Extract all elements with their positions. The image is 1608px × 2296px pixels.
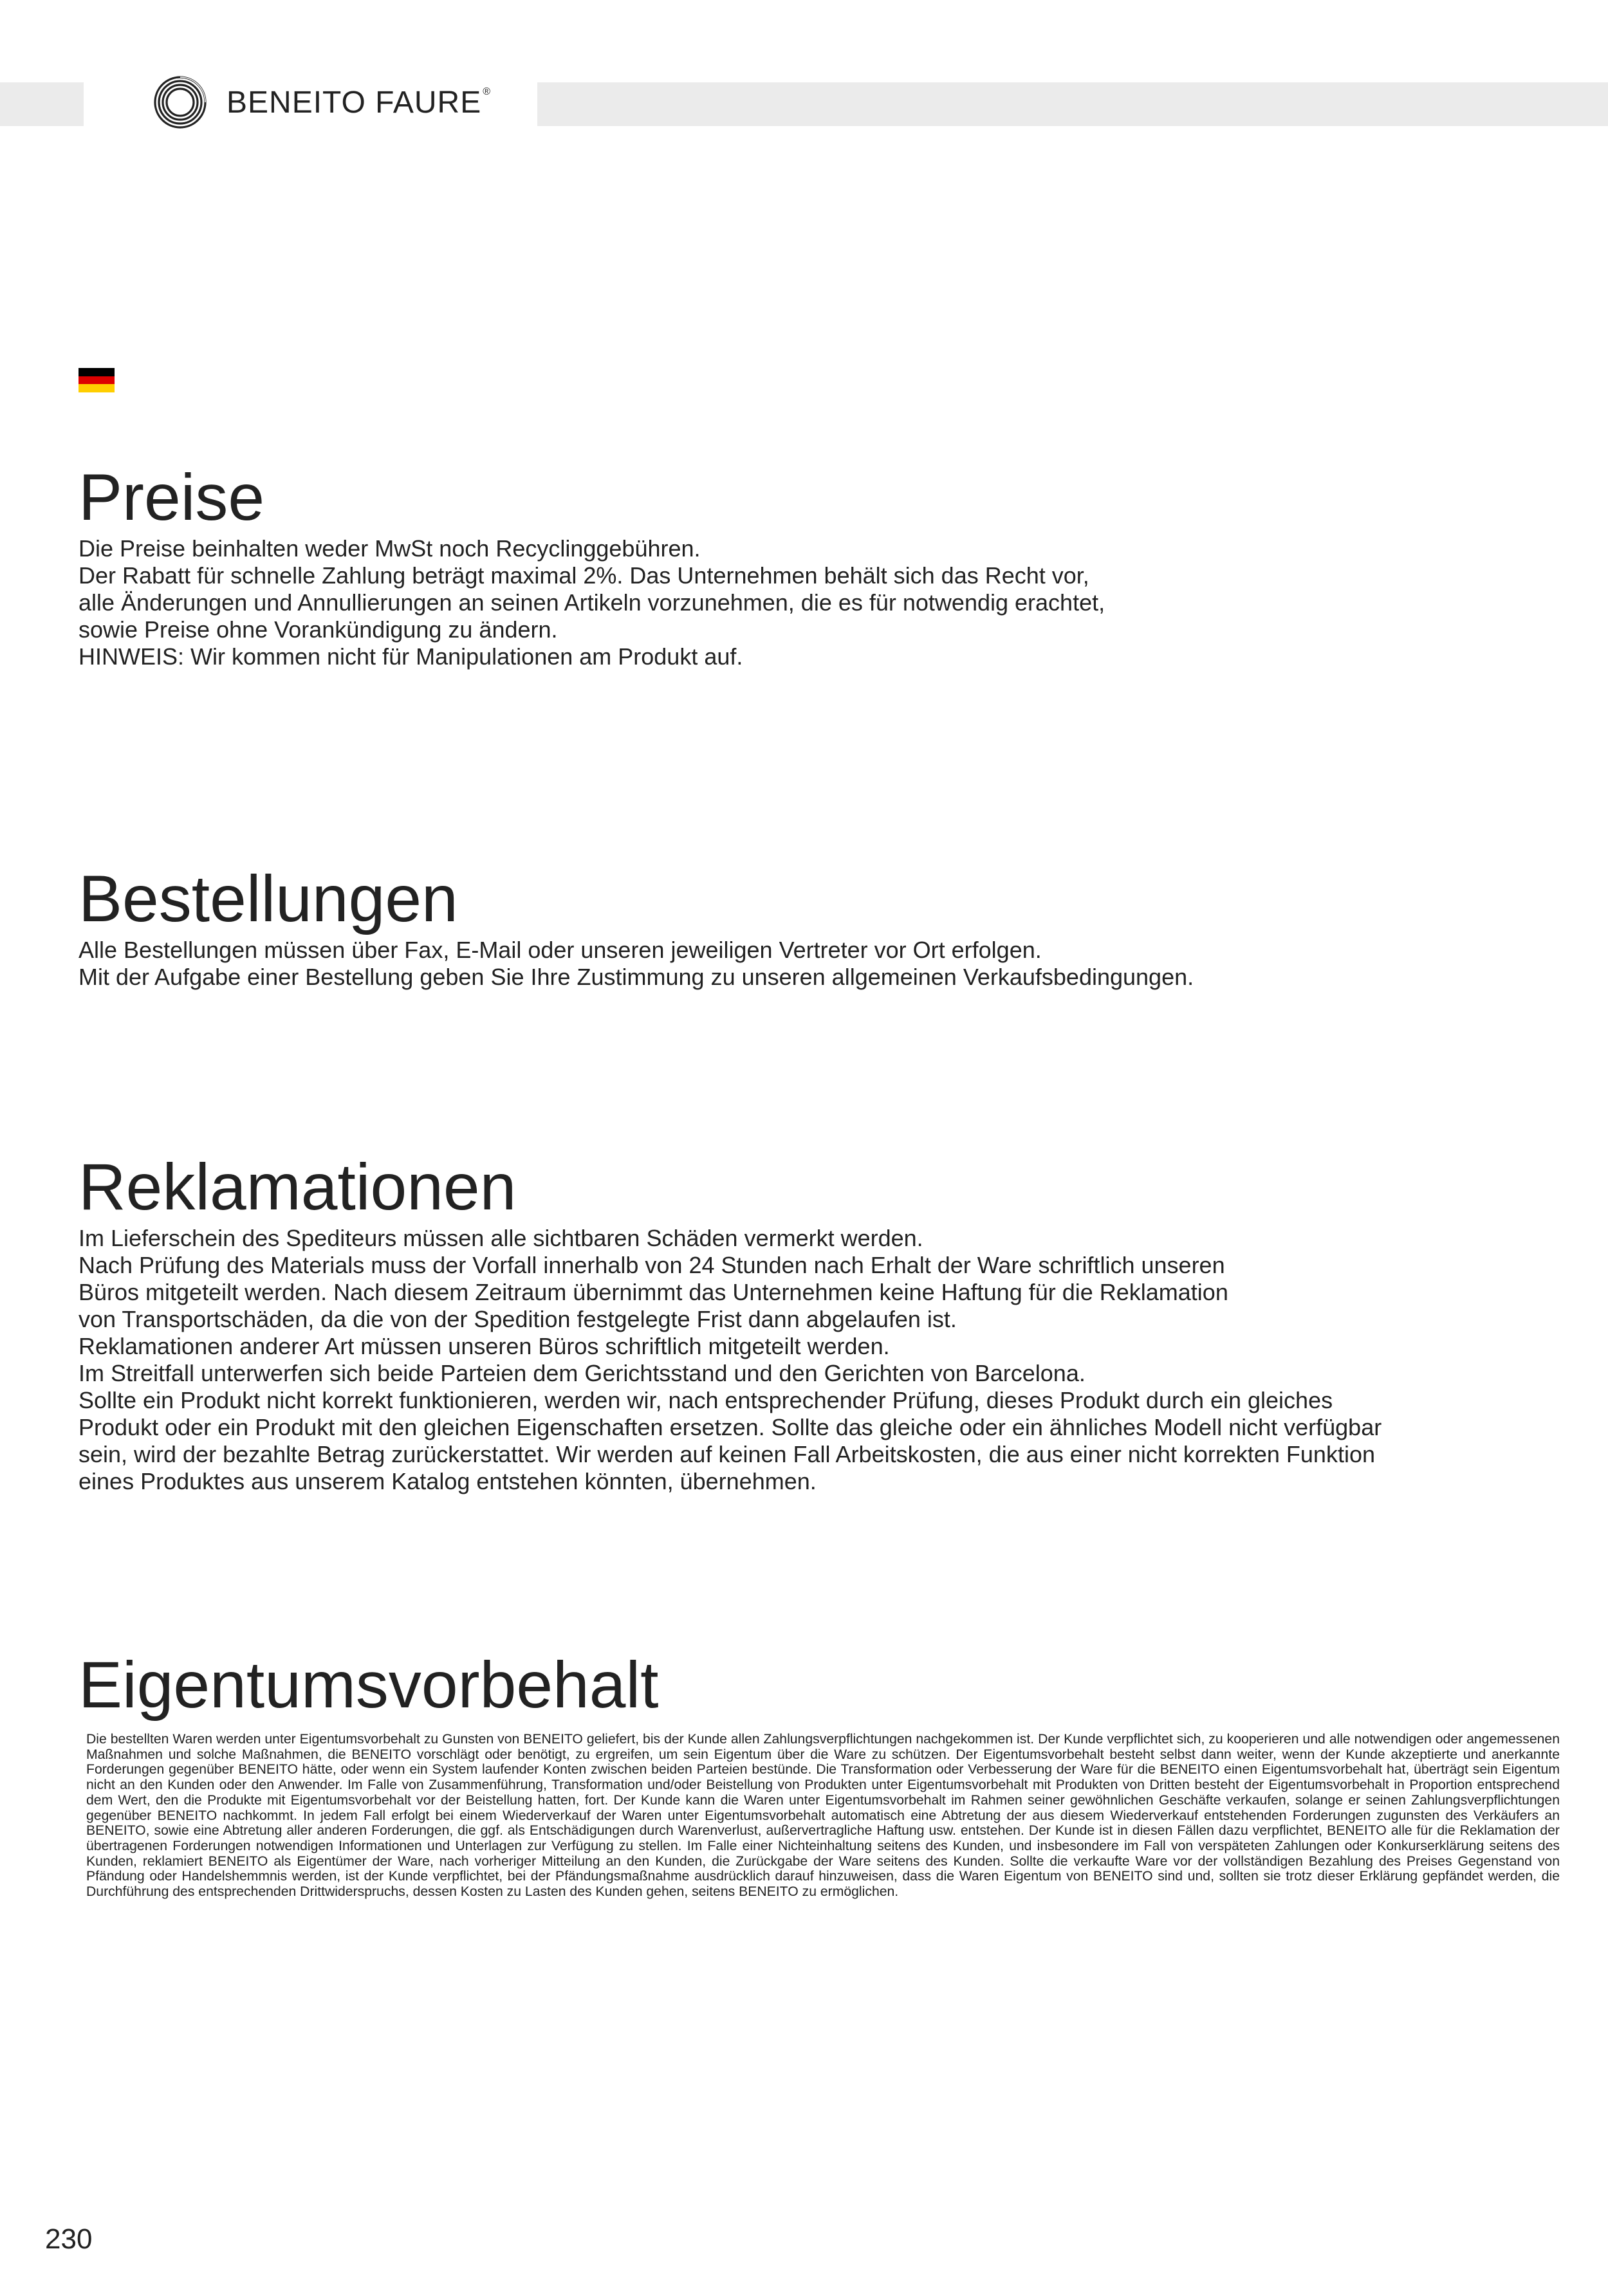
brand-logo xyxy=(153,73,491,131)
section-body-preise xyxy=(79,535,1105,670)
text-line: Die Preise beinhalten weder MwSt noch Recyclinggebühren. xyxy=(79,535,701,562)
section-title-eigentumsvorbehalt: Eigentumsvorbehalt xyxy=(79,1648,659,1722)
text-line: Im Streitfall unterwerfen sich beide Parteien dem Gerichtsstand und den Gerichten von Barcelona. xyxy=(79,1360,1086,1386)
section-body-reklamationen xyxy=(79,1225,1382,1495)
section-title-bestellungen: Bestellungen xyxy=(79,862,458,935)
text-line: Sollte ein Produkt nicht korrekt funktionieren, werden wir, nach entsprechender Prüfung, dieses Produkt durch ein gleiches xyxy=(79,1387,1333,1413)
text-line: alle Änderungen und Annullierungen an seinen Artikeln vorzunehmen, die es für notwendig erachtet, xyxy=(79,589,1105,616)
registered-mark: ® xyxy=(483,86,491,97)
header-bar-right xyxy=(537,82,1608,126)
brand-name: BENEITO FAURE ® xyxy=(226,85,491,120)
concentric-circles-logo-icon xyxy=(153,75,207,129)
text-line: HINWEIS: Wir kommen nicht für Manipulationen am Produkt auf. xyxy=(79,643,743,670)
text-line: Büros mitgeteilt werden. Nach diesem Zeitraum übernimmt das Unternehmen keine Haftung für die Reklamation xyxy=(79,1279,1228,1305)
text-line: Produkt oder ein Produkt mit den gleichen Eigenschaften ersetzen. Sollte das gleiche oder ein ähnliches Modell nicht verfügbar xyxy=(79,1414,1382,1440)
text-line: Nach Prüfung des Materials muss der Vorfall innerhalb von 24 Stunden nach Erhalt der Ware schriftlich unseren xyxy=(79,1252,1225,1278)
text-line: von Transportschäden, da die von der Spedition festgelegte Frist dann abgelaufen ist. xyxy=(79,1306,957,1332)
text-line: Reklamationen anderer Art müssen unseren Büros schriftlich mitgeteilt werden. xyxy=(79,1333,890,1359)
section-body-bestellungen xyxy=(79,937,1194,991)
section-bestellungen xyxy=(79,862,1194,991)
german-flag-icon xyxy=(79,368,115,392)
text-line: Im Lieferschein des Spediteurs müssen alle sichtbaren Schäden vermerkt werden. xyxy=(79,1225,923,1251)
text-line: Alle Bestellungen müssen über Fax, E-Mail oder unseren jeweiligen Vertreter vor Ort erfolgen. xyxy=(79,937,1042,963)
text-line: Mit der Aufgabe einer Bestellung geben Sie Ihre Zustimmung zu unseren allgemeinen Verkaufsbedingungen. xyxy=(79,964,1194,990)
section-reklamationen xyxy=(79,1150,1382,1495)
text-line: sowie Preise ohne Vorankündigung zu ändern. xyxy=(79,616,558,643)
section-preise xyxy=(79,461,1105,670)
section-body-eigentumsvorbehalt: Die bestellten Waren werden unter Eigentumsvorbehalt zu Gunsten von BENEITO geliefert, bis der Kunde allen Zahlungsverpflichtungen nachgekommen ist. Der Kunde verpflichtet sich, zu kooperieren und alle notwendigen oder angemessenen Maßnahmen und solche Maßnahmen, die BENEITO vorschlägt oder benötigt, zu ergreifen, um sein Eigentum über die Ware zu schützen. Der Eigentumsvorbehalt besteht selbst dann weiter, wenn der Kunde akzeptierte und anerkannte Forderungen gegenüber BENEITO hätte, oder wenn ein System laufender Konten zwischen beiden Parteien bestünde. Die Transformation oder Verbesserung der Ware für die BENEITO einen Eigentumsvorbehalt hat, überträgt sein Eigentum nicht an den Kunden oder den Anwender. Im Falle von Zusammenführung, Transformation und/oder Beistellung von Produkten unter Eigentumsvorbehalt mit Produkten von Dritten besteht der Eigentumsvorbehalt in Proportion entsprechend dem Wert, den die Produkte mit Eigentumsvorbehalt vor der Beistellung hatten, fort. Der Kunde kann die Waren unter Eigentumsvorbehalt im Rahmen seiner gewöhnlichen Geschäfte verkaufen, solange er seinen Zahlungsverpflichtungen gegenüber BENEITO nachkommt. In jedem Fall erfolgt bei einem Wiederverkauf der Waren unter Eigentumsvorbehalt automatisch eine Abtretung der aus diesem Wiederverkauf entstehenden Forderungen zugunsten des Verkäufers an BENEITO, sowie eine Abtretung aller anderen Forderungen, die ggf. als Entschädigungen durch Warenverlust, außervertragliche Haftung usw. entstehen. Der Kunde ist in diesen Fällen dazu verpflichtet, BENEITO alle für die Reklamation der übertragenen Forderungen notwendigen Informationen und Unterlagen zur Verfügung zu stellen. Im Falle einer Nichteinhaltung seitens des Kunden, und insbesondere im Fall von verspäteten Zahlungen oder Konkurserklärung seitens des Kunden, reklamiert BENEITO als Eigentümer der Ware, nach vorheriger Mitteilung an den Kunden, die Zurückgabe der Ware seitens des Kunden. Sollte die verkaufte Ware vor der vollständigen Bezahlung des Preises Gegenstand von Pfändung oder Handelshemmnis werden, ist der Kunde verpflichtet, bei der Pfändungsmaßnahme ausdrücklich darauf hinzuweisen, dass die Waren Eigentum von BENEITO sind und, sollten sie trotz dieser Erklärung gepfändet werden, die Durchführung des entsprechenden Drittwiderspruchs, dessen Kosten zu Lasten des Kunden gehen, seitens BENEITO zu ermöglichen. xyxy=(86,1732,1560,1900)
text-line: eines Produktes aus unserem Katalog entstehen könnten, übernehmen. xyxy=(79,1468,817,1494)
page-number: 230 xyxy=(45,2223,93,2255)
section-eigentumsvorbehalt xyxy=(79,1648,1565,1900)
text-line: sein, wird der bezahlte Betrag zurückerstattet. Wir werden auf keinen Fall Arbeitskosten, die aus einer nicht korrekten Funktion xyxy=(79,1441,1375,1467)
text-line: Der Rabatt für schnelle Zahlung beträgt maximal 2%. Das Unternehmen behält sich das Recht vor, xyxy=(79,562,1089,589)
header-bar-left xyxy=(0,82,84,126)
section-title-preise: Preise xyxy=(79,461,265,534)
section-title-reklamationen: Reklamationen xyxy=(79,1150,517,1224)
